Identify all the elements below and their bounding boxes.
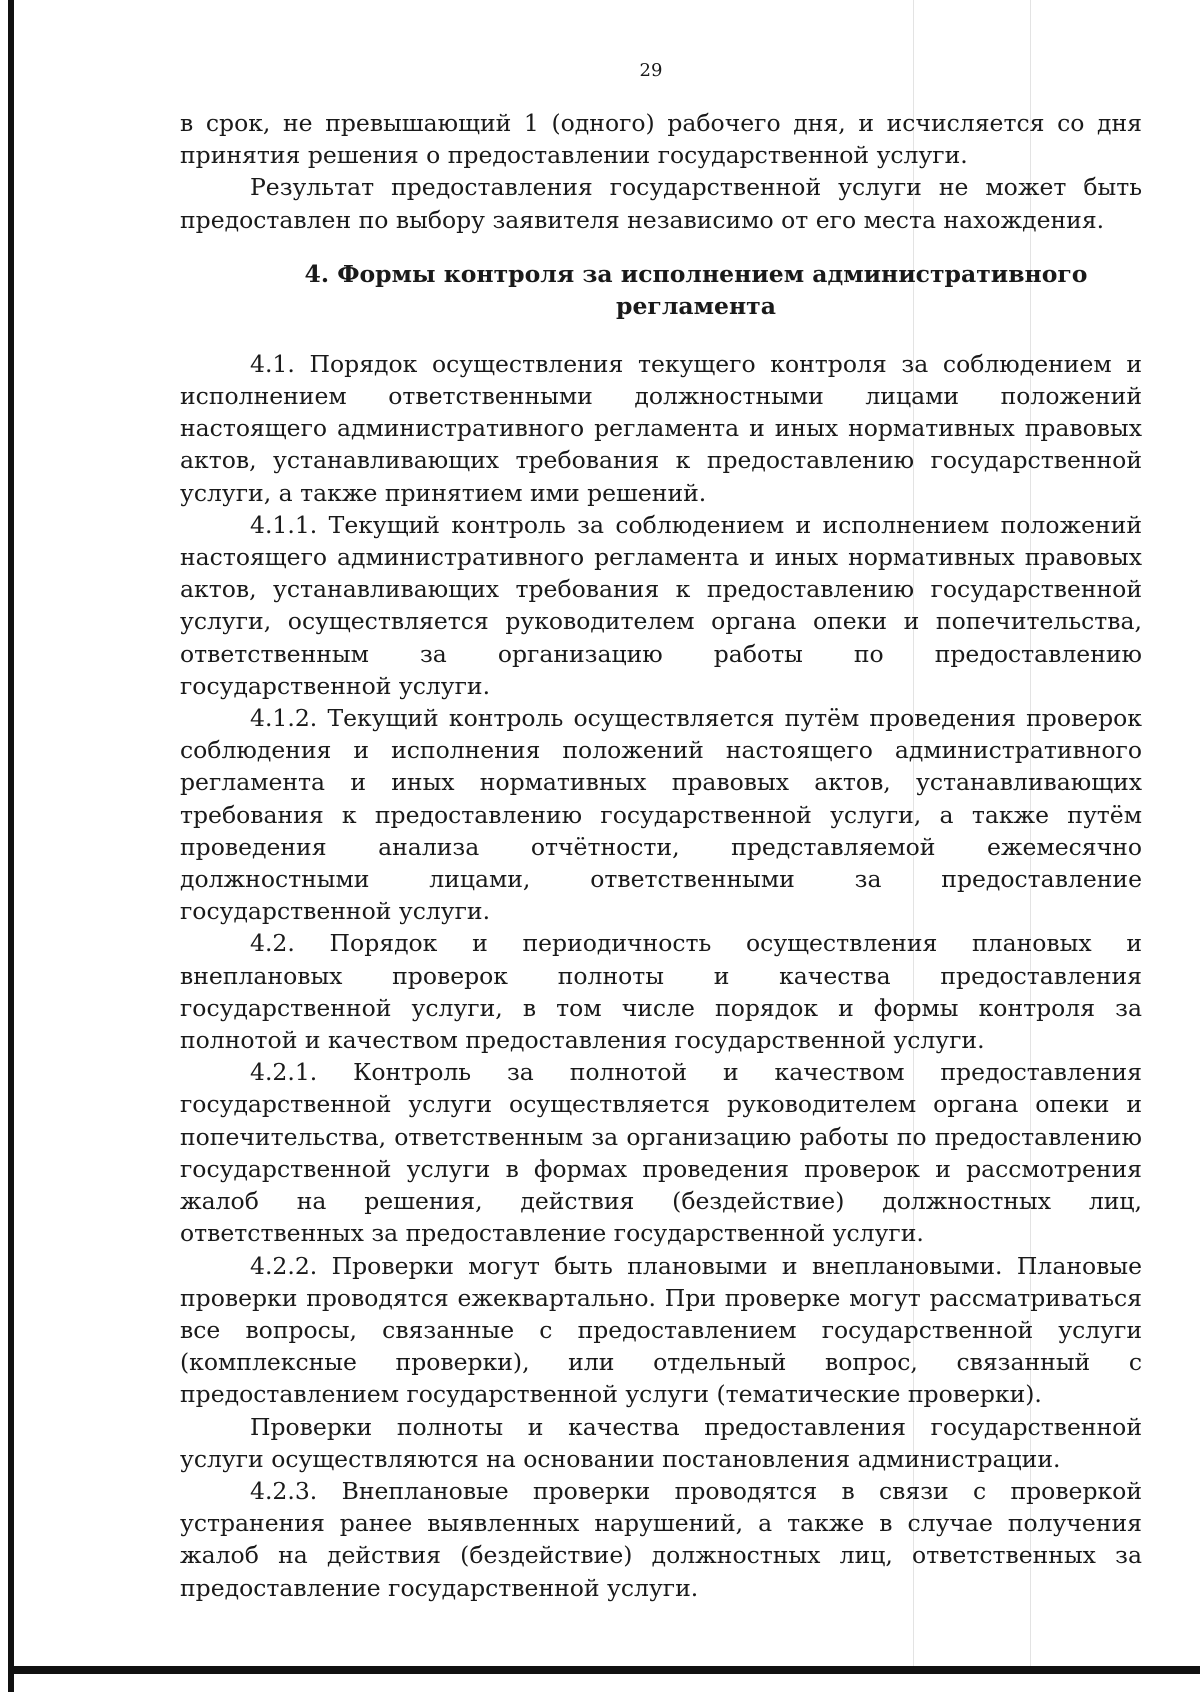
paragraph-4-2-1: 4.2.1. Контроль за полнотой и качеством предоставления государственной услуги осуществляется руководителем органа опеки и попечительства, ответственным за организацию работы по предоставлению государственной услуги в формах проведения проверок и рассмотрения жалоб на решения, действия (бездействие) должностных лиц, ответственных за предоставление государственной услуги. — [180, 1058, 1142, 1248]
paragraph-continuation: в срок, не превышающий 1 (одного) рабочего дня, и исчисляется со дня принятия решения о предоставлении государственной услуги. — [180, 109, 1142, 170]
paragraph-4-2: 4.2. Порядок и периодичность осуществления плановых и внеплановых проверок полноты и качества предоставления государственной услуги, в том числе порядок и формы контроля за полнотой и качеством предоставления государственной услуги. — [180, 929, 1142, 1055]
paragraph-4-2-2: 4.2.2. Проверки могут быть плановыми и внеплановыми. Плановые проверки проводятся ежеквартально. При проверке могут рассматриваться все вопросы, связанные с предоставлением государственной услуги (комплексные проверки), или отдельный вопрос, связанный с предоставлением государственной услуги (тематические проверки). — [180, 1251, 1142, 1409]
paragraph-4-1-2: 4.1.2. Текущий контроль осуществляется путём проведения проверок соблюдения и исполнения положений настоящего административного регламента и иных нормативных правовых актов, устанавливающих требования к предоставлению государственной услуги, а также путём проведения анализа отчётности, представляемой ежемесячно должностными лицами, ответственными за предоставление государственной услуги. — [180, 704, 1142, 926]
paragraph-inspection-basis: Проверки полноты и качества предоставления государственной услуги осуществляются на основании постановления администрации. — [180, 1412, 1142, 1473]
scan-border-bottom — [8, 1666, 1200, 1674]
scan-border-left — [8, 0, 14, 1692]
paragraph-4-1: 4.1. Порядок осуществления текущего контроля за соблюдением и исполнением ответственными должностными лицами положений настоящего административного регламента и иных нормативных правовых актов, устанавливающих требования к предоставлению государственной услуги, а также принятием ими решений. — [180, 349, 1142, 507]
document-page — [180, 60, 1142, 1604]
section-heading: 4. Формы контроля за исполнением административного регламента — [304, 259, 1088, 320]
page-number: 29 — [639, 60, 663, 81]
paragraph-result: Результат предоставления государственной услуги не может быть предоставлен по выбору заявителя независимо от его места нахождения. — [180, 173, 1142, 234]
paragraph-4-2-3: 4.2.3. Внеплановые проверки проводятся в связи с проверкой устранения ранее выявленных нарушений, а также в случае получения жалоб на действия (бездействие) должностных лиц, ответственных за предоставление государственной услуги. — [180, 1476, 1142, 1602]
paragraph-4-1-1: 4.1.1. Текущий контроль за соблюдением и исполнением положений настоящего административного регламента и иных нормативных правовых актов, устанавливающих требования к предоставлению государственной услуги, осуществляется руководителем органа опеки и попечительства, ответственным за организацию работы по предоставлению государственной услуги. — [180, 510, 1142, 700]
